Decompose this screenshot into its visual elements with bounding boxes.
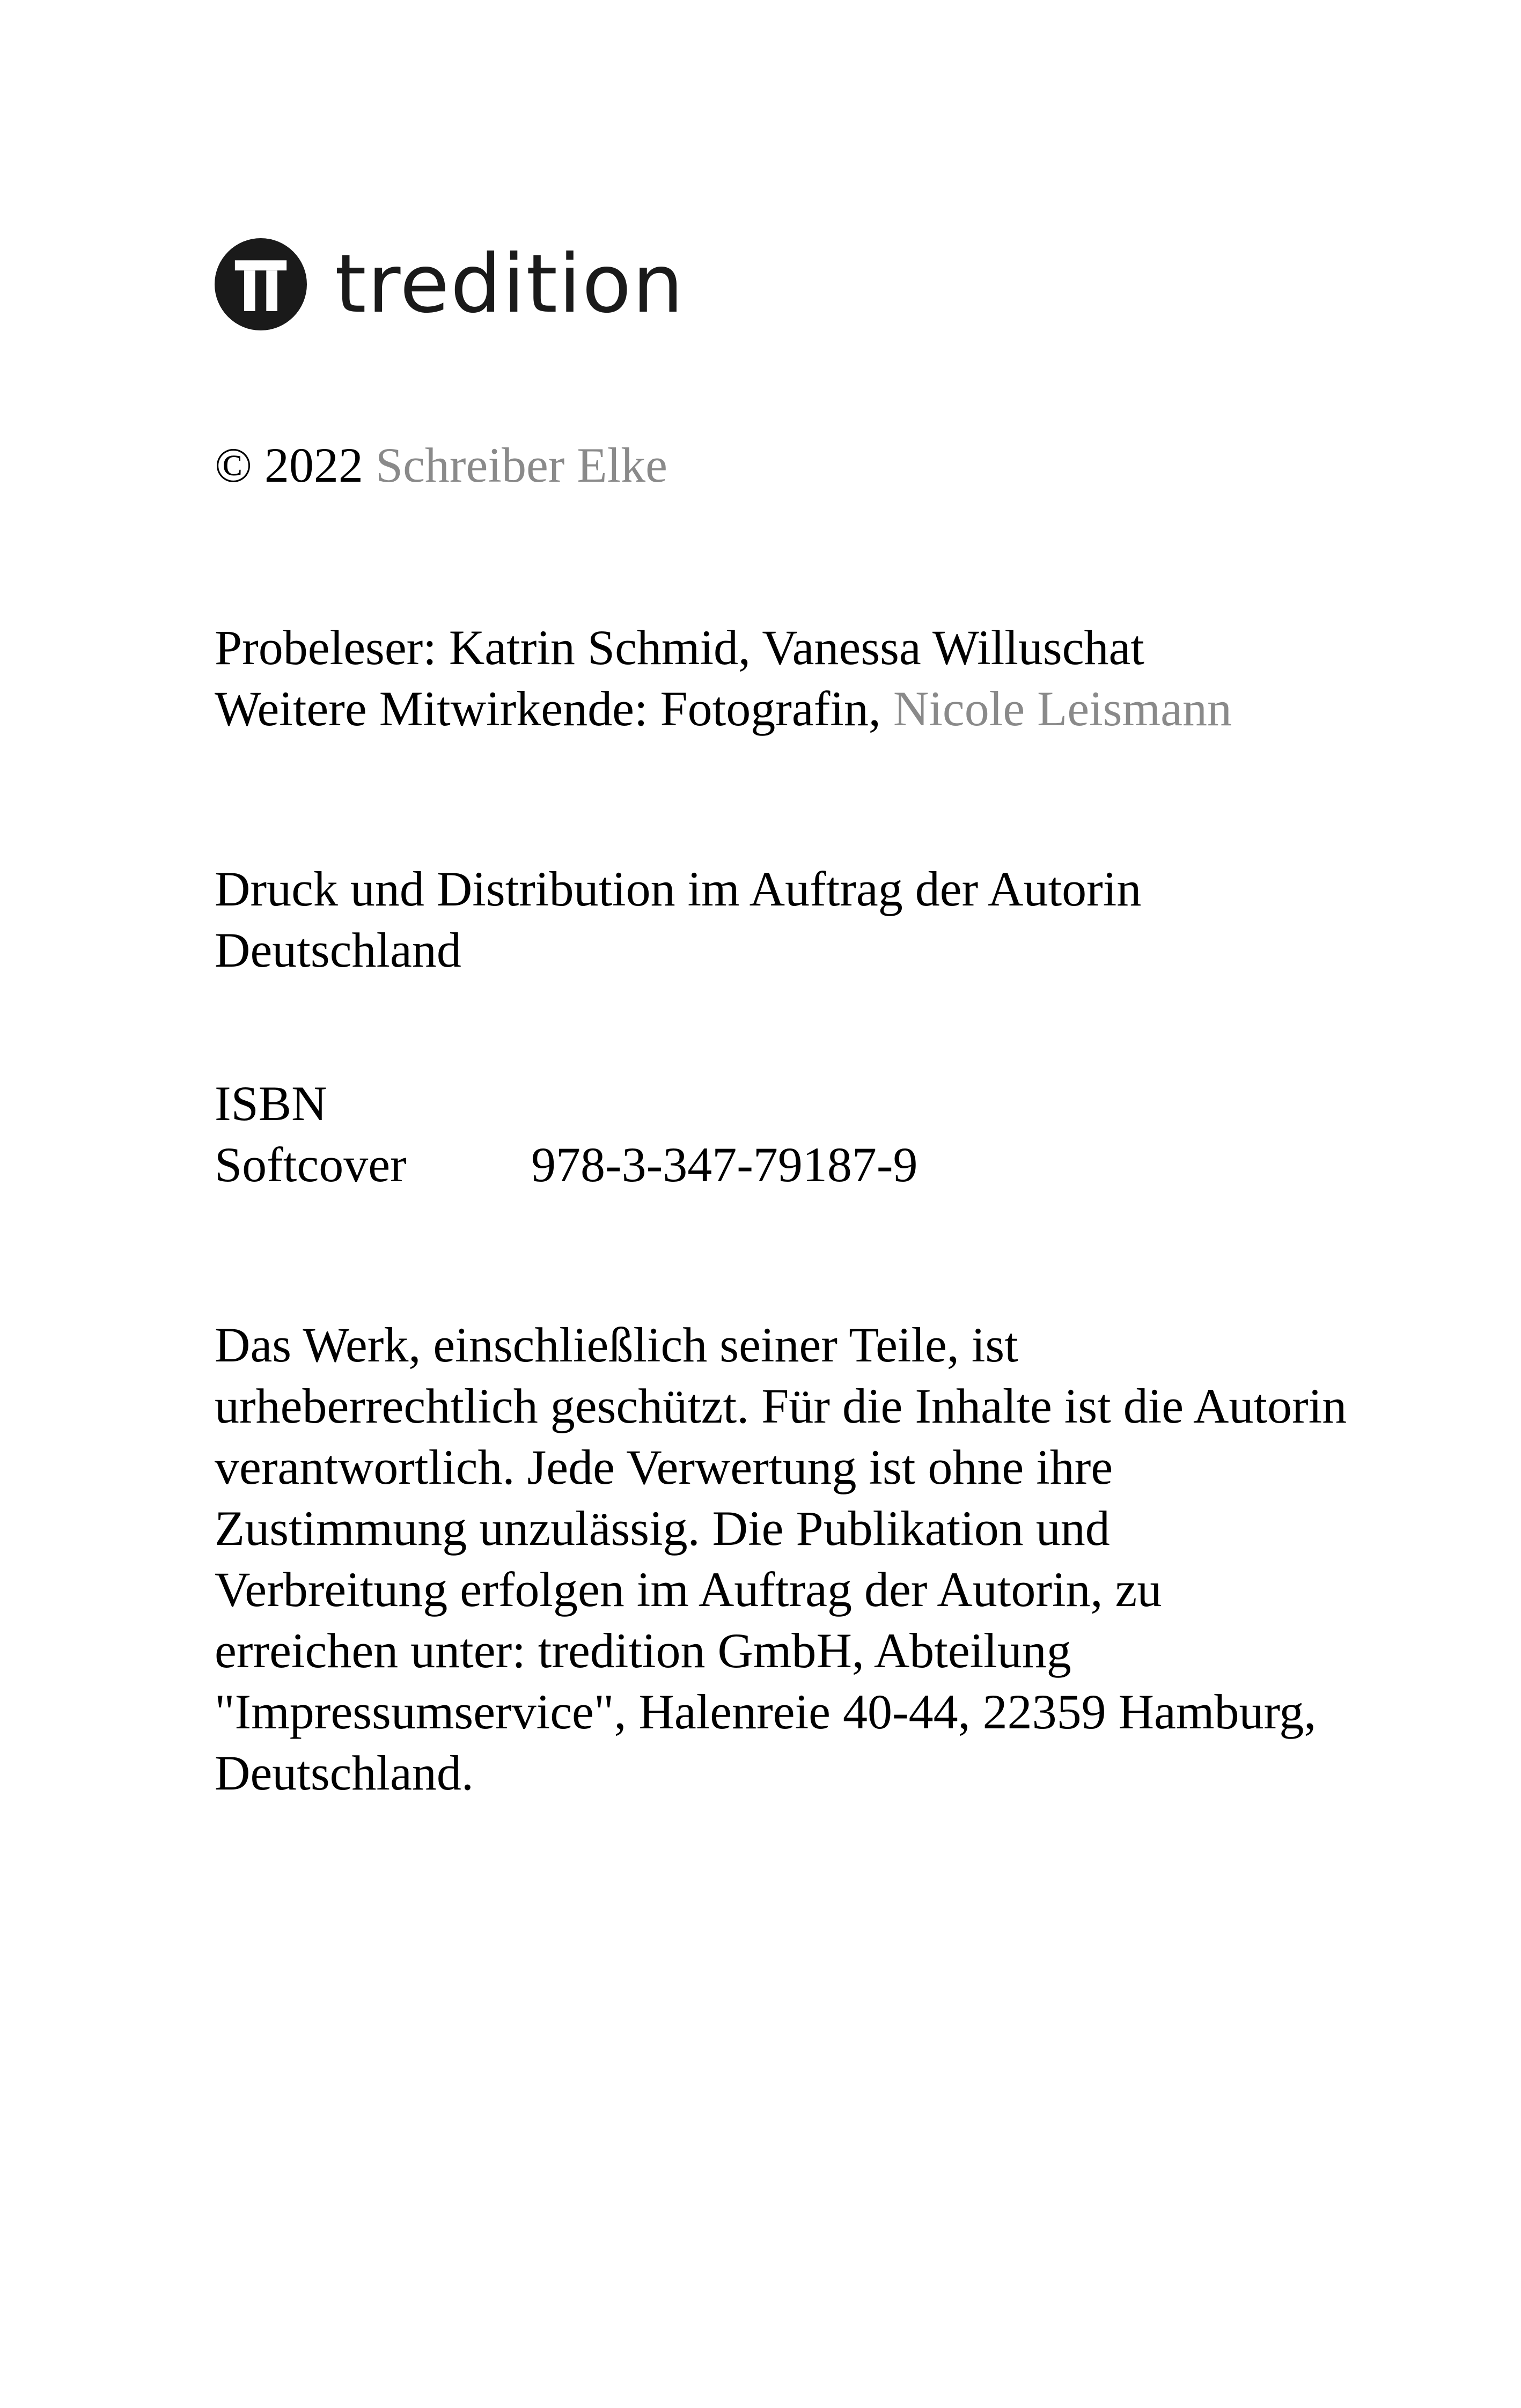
- contributors-section: [215, 617, 1232, 739]
- proofreaders-line: Probeleser: Katrin Schmid, Vanessa Willuschat: [215, 620, 1144, 675]
- country-line: Deutschland: [215, 923, 461, 977]
- isbn-section: [215, 1073, 918, 1195]
- publisher-logo: [215, 236, 685, 333]
- other-contributors-prefix: Weitere Mitwirkende: Fotografin,: [215, 681, 881, 736]
- photographer-name: Nicole Leismann: [893, 681, 1232, 736]
- copyright-line: [215, 435, 667, 496]
- isbn-number: 978-3-347-79187-9: [531, 1137, 918, 1192]
- legal-notice: Das Werk, einschließlich seiner Teile, ist urheberrechtlich geschützt. Für die Inhalte ist die Autorin verantwortlich. Jede Verwertung ist ohne ihre Zustimmung unzulässig. Die Publikation und Verbreitung erfolgen im Auftrag der Autorin, zu erreichen unter: tredition GmbH, Abteilung "Impressumservice", Halenreie 40-44, 22359 Hamburg, Deutschland.: [215, 1317, 1347, 1800]
- isbn-heading: ISBN: [215, 1076, 327, 1131]
- other-contributors-line: [215, 678, 1232, 739]
- copyright-prefix: © 2022: [215, 438, 363, 492]
- tredition-logo-icon: [215, 238, 307, 330]
- copyright-author: Schreiber Elke: [375, 438, 667, 492]
- print-distribution-line: Druck und Distribution im Auftrag der Autorin: [215, 861, 1142, 916]
- isbn-row: [215, 1134, 918, 1195]
- isbn-format-label: Softcover: [215, 1137, 407, 1192]
- publisher-name: tredition: [335, 238, 685, 331]
- print-distribution-section: [215, 858, 1141, 981]
